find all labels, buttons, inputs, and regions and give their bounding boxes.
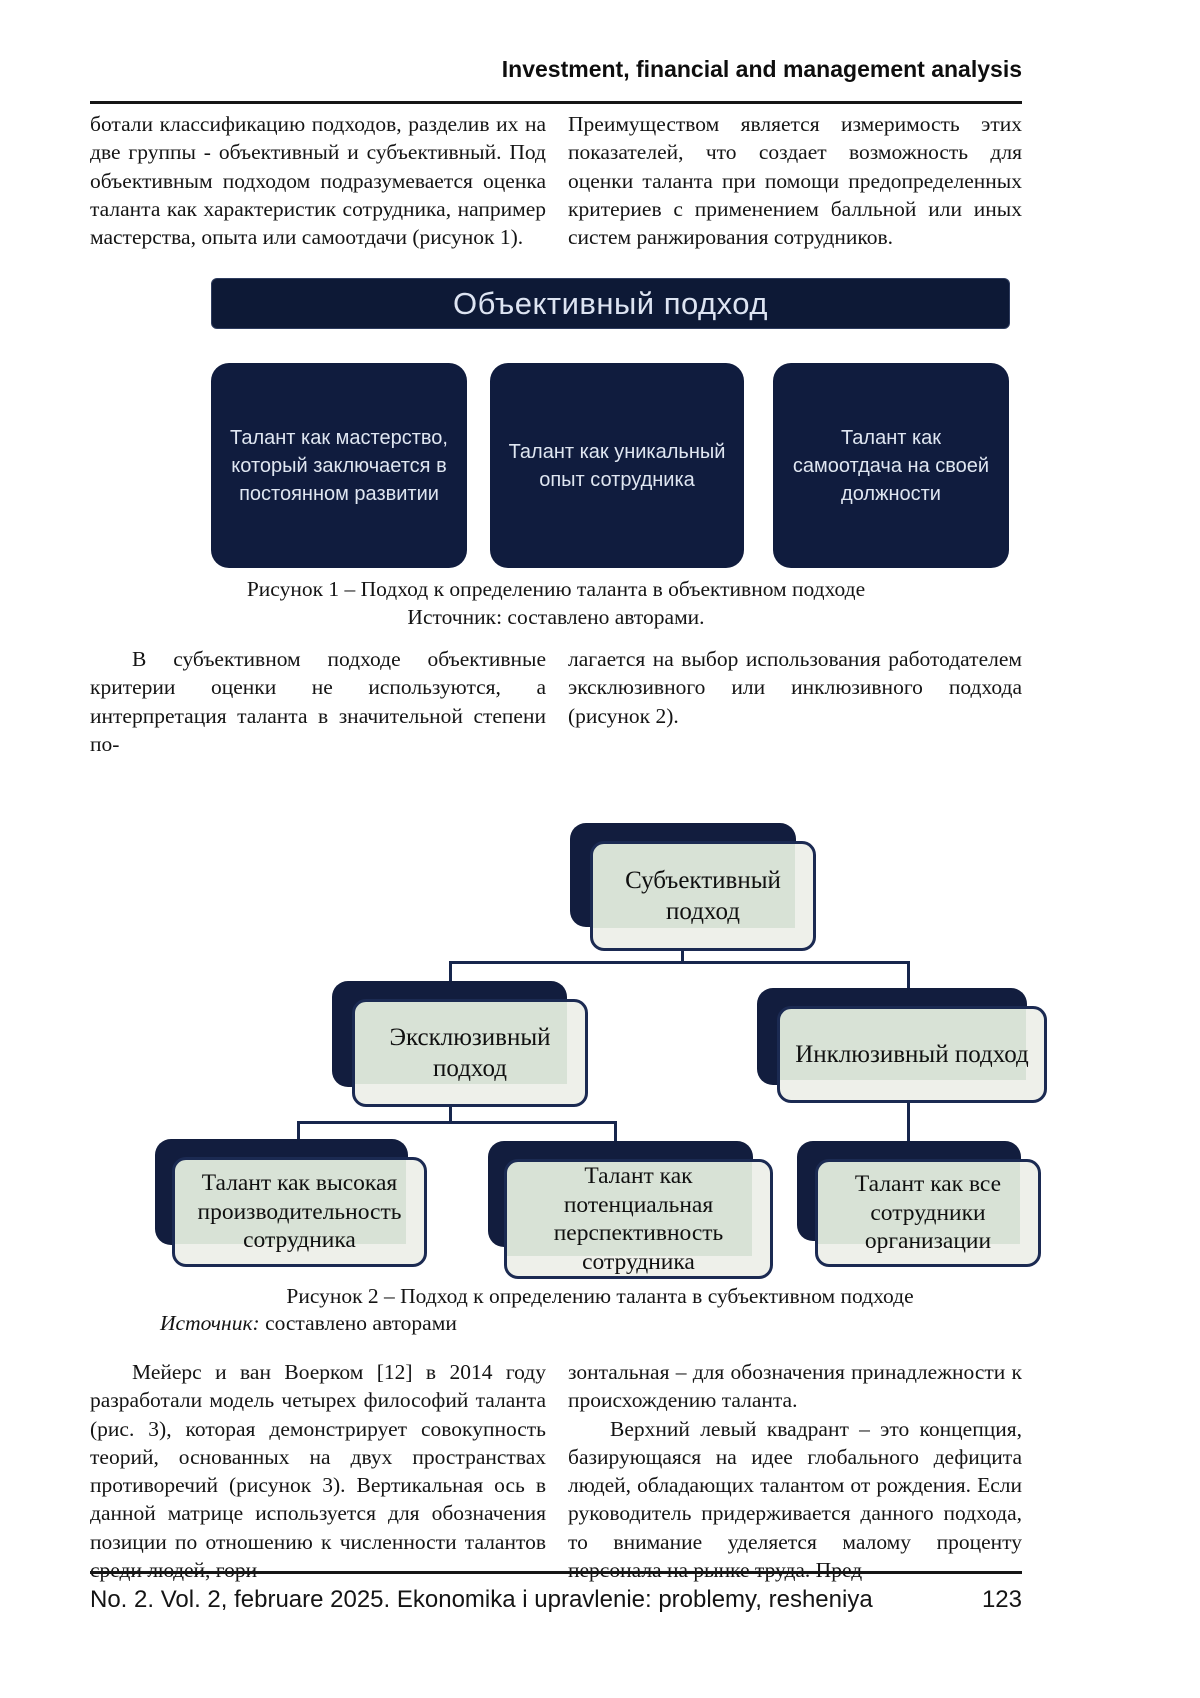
paragraph: ботали классификацию подходов, разделив их на две группы - объективный и субъективный. Под объективным подходом подразумевается оценка таланта как характеристик сотрудника, например мастерства, опыта или самоотдачи (рисунок 1). [90, 112, 546, 250]
column-top-right [568, 110, 1022, 251]
figure2-source [160, 1310, 1020, 1337]
column-bottom-right [568, 1358, 1022, 1584]
fig2-leaf2-box [504, 1159, 773, 1279]
fig2-leaf3-label: Талант как все сотрудники организации [854, 1171, 1002, 1255]
paragraph: зонтальная – для обозначения принадлежности к происхождению таланта. [568, 1360, 1022, 1413]
header-rule [90, 101, 1022, 104]
footer-issue-info: No. 2. Vol. 2, februare 2025. Ekonomika i upravlenie: problemy, resheniya [90, 1586, 873, 1613]
journal-header-title: Investment, financial and management analysis [501, 56, 1022, 82]
fig2-leaf2-label: Талант как потенциальная перспективность сотрудника [553, 1163, 724, 1275]
fig2-inclusive-label: Инклюзивный подход [795, 1041, 1029, 1068]
figure2-source-text: составлено авторами [259, 1311, 457, 1335]
column-mid-right [568, 645, 1022, 730]
fig2-leaf1-box [172, 1157, 427, 1267]
fig2-root-label: Субъективный подход [625, 867, 781, 925]
paragraph: Верхний левый квадрант – это концепция, базирующаяся на идее глобального дефицита людей, обладающих талантом от рождения. Если руководитель придерживается данного подхода, то внимание уделяется малому проценту [568, 1416, 1022, 1554]
fig2-leaf1-label: Талант как высокая производительность сотрудника [197, 1170, 402, 1254]
paragraph: В субъективном подходе объективные критерии оценки не используются, а интерпретация таланта в значительной степени по- [90, 647, 546, 756]
figure1-box-dedication: Талант как самоотдача на своей должности [773, 363, 1009, 568]
footer [90, 1586, 1022, 1614]
column-top-left [90, 110, 546, 251]
column-mid-left [90, 645, 546, 758]
figure1-caption: Рисунок 1 – Подход к определению таланта в объективном подходе [246, 577, 866, 601]
footer-page-number: 123 [981, 1586, 1022, 1613]
figure1-box-experience: Талант как уникальный опыт сотрудника [490, 363, 744, 568]
column-bottom-left [90, 1358, 546, 1584]
fig2-exclusive-box [352, 999, 588, 1107]
figure2-source-label: Источник: [160, 1311, 260, 1335]
fig2-exclusive-label: Эксклюзивный подход [389, 1024, 551, 1082]
figure1-box-mastery: Талант как мастерство, который заключается в постоянном развитии [211, 363, 467, 568]
fig2-root-box [590, 841, 816, 951]
figure2-caption: Рисунок 2 – Подход к определению таланта в субъективном подходе [286, 1284, 914, 1308]
footer-rule [90, 1571, 1022, 1574]
paragraph: Преимуществом является измеримость этих показателей, что создает возможность для оценки таланта при помощи предопределенных критериев с применением балльной или иных систем ранжирования сотрудников. [568, 112, 1022, 250]
paragraph: лагается на выбор использования работодателем эксклюзивного или инклюзивного подхода (рисунок 2). [568, 647, 1022, 728]
figure1-source: Источник: составлено авторами. [407, 605, 705, 629]
figure1-title-bar: Объективный подход [211, 278, 1010, 329]
paragraph: Мейерс и ван Воерком [12] в 2014 году разработали модель четырех философий таланта (рис. 3), которая демонстрирует совокупность теорий, основанных на двух пространствах противоречий (рисунок 3). Вертикальная ось в данной матрице используется для обозначения позиции по отношению к численности талантов [90, 1360, 546, 1554]
fig2-leaf3-box [815, 1159, 1041, 1267]
connector-bottom-splitter [297, 1121, 617, 1124]
connector-inclusive-stem [907, 1101, 910, 1145]
fig2-inclusive-box [777, 1006, 1047, 1103]
connector-top-splitter [449, 961, 910, 964]
